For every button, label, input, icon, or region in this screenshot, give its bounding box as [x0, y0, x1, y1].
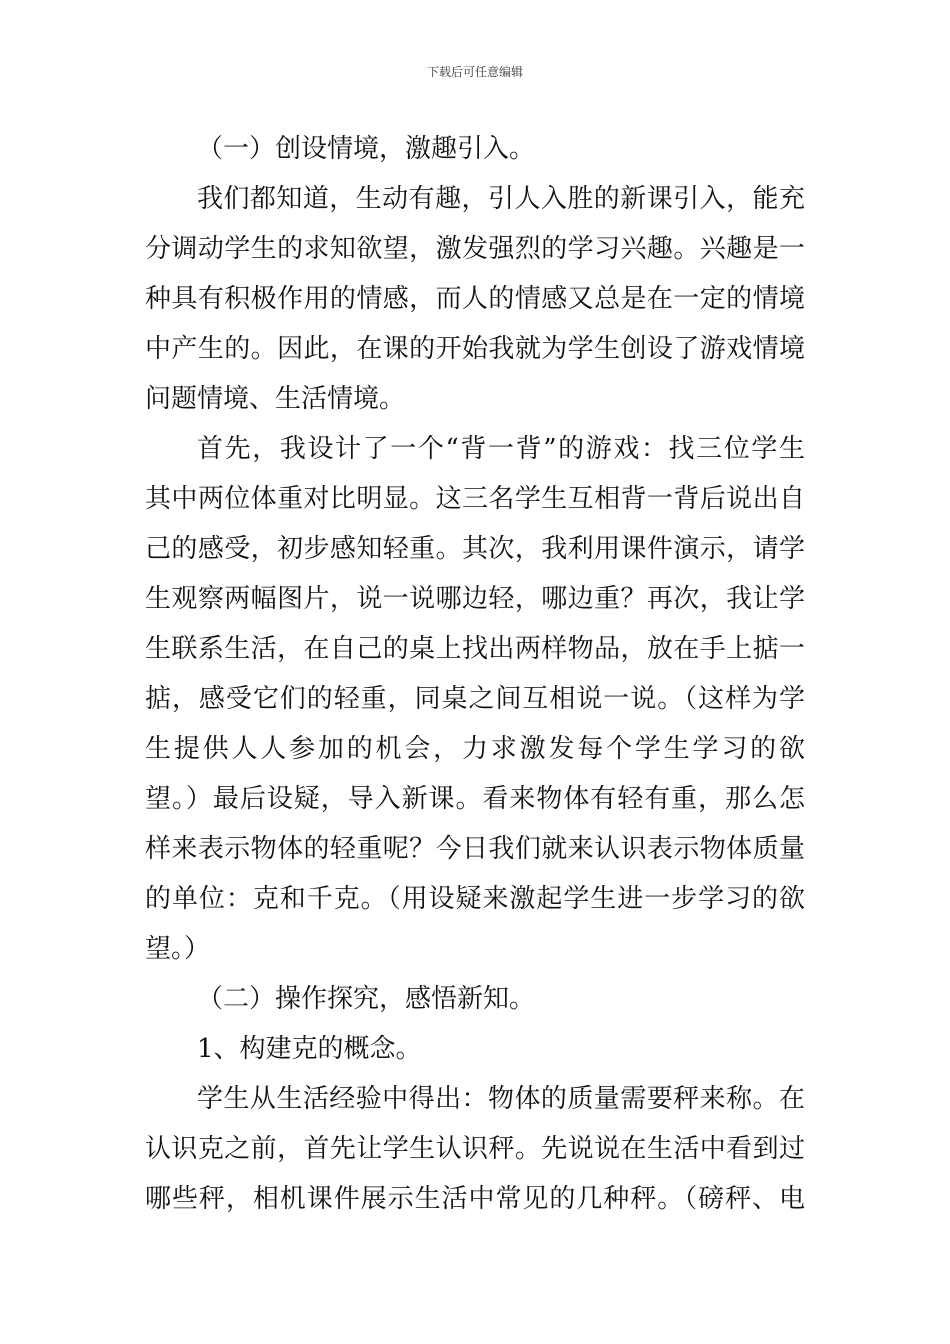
paragraph-line: 学生从生活经验中得出：物体的质量需要秤来称。在	[197, 1084, 805, 1114]
paragraph-line: 望。）最后设疑，导入新课。看来物体有轻有重，那么怎	[145, 784, 805, 814]
paragraph-line: 其中两位体重对比明显。这三名学生互相背一背后说出自	[145, 484, 805, 514]
paragraph-line: 认识克之前，首先让学生认识秤。先说说在生活中看到过	[145, 1134, 805, 1164]
subsection-heading: 1、构建克的概念。	[197, 1034, 422, 1064]
paragraph-line: 首先，我设计了一个“背一背”的游戏：找三位学生	[197, 434, 805, 464]
paragraph-line: 分调动学生的求知欲望，激发强烈的学习兴趣。兴趣是一	[145, 234, 805, 264]
paragraph-line: 我们都知道，生动有趣，引人入胜的新课引入，能充	[197, 184, 805, 214]
paragraph-line: 掂，感受它们的轻重，同桌之间互相说一说。（这样为学	[145, 684, 805, 714]
paragraph-line: 生观察两幅图片，说一说哪边轻，哪边重？再次，我让学	[145, 584, 805, 614]
paragraph-line: 中产生的。因此，在课的开始我就为学生创设了游戏情境	[145, 334, 805, 364]
paragraph-line: 生提供人人参加的机会，力求激发每个学生学习的欲	[145, 734, 805, 764]
paragraph-line: 的单位：克和千克。（用设疑来激起学生进一步学习的欲	[145, 884, 805, 914]
paragraph-line: 样来表示物体的轻重呢？今日我们就来认识表示物体质量	[145, 834, 805, 864]
paragraph-line: 问题情境、生活情境。	[145, 384, 406, 414]
paragraph-line: 望。）	[145, 934, 211, 964]
section-heading-2: （二）操作探究，感悟新知。	[197, 984, 536, 1014]
paragraph-line: 种具有积极作用的情感，而人的情感又总是在一定的情境	[145, 284, 805, 314]
section-heading-1: （一）创设情境，激趣引入。	[197, 134, 536, 164]
paragraph-line: 哪些秤，相机课件展示生活中常见的几种秤。（磅秤、电	[145, 1184, 805, 1214]
page-header: 下载后可任意编辑	[426, 65, 523, 79]
paragraph-line: 生联系生活，在自己的桌上找出两样物品，放在手上掂一	[145, 634, 805, 664]
paragraph-line: 己的感受，初步感知轻重。其次，我利用课件演示，请学	[145, 534, 805, 564]
